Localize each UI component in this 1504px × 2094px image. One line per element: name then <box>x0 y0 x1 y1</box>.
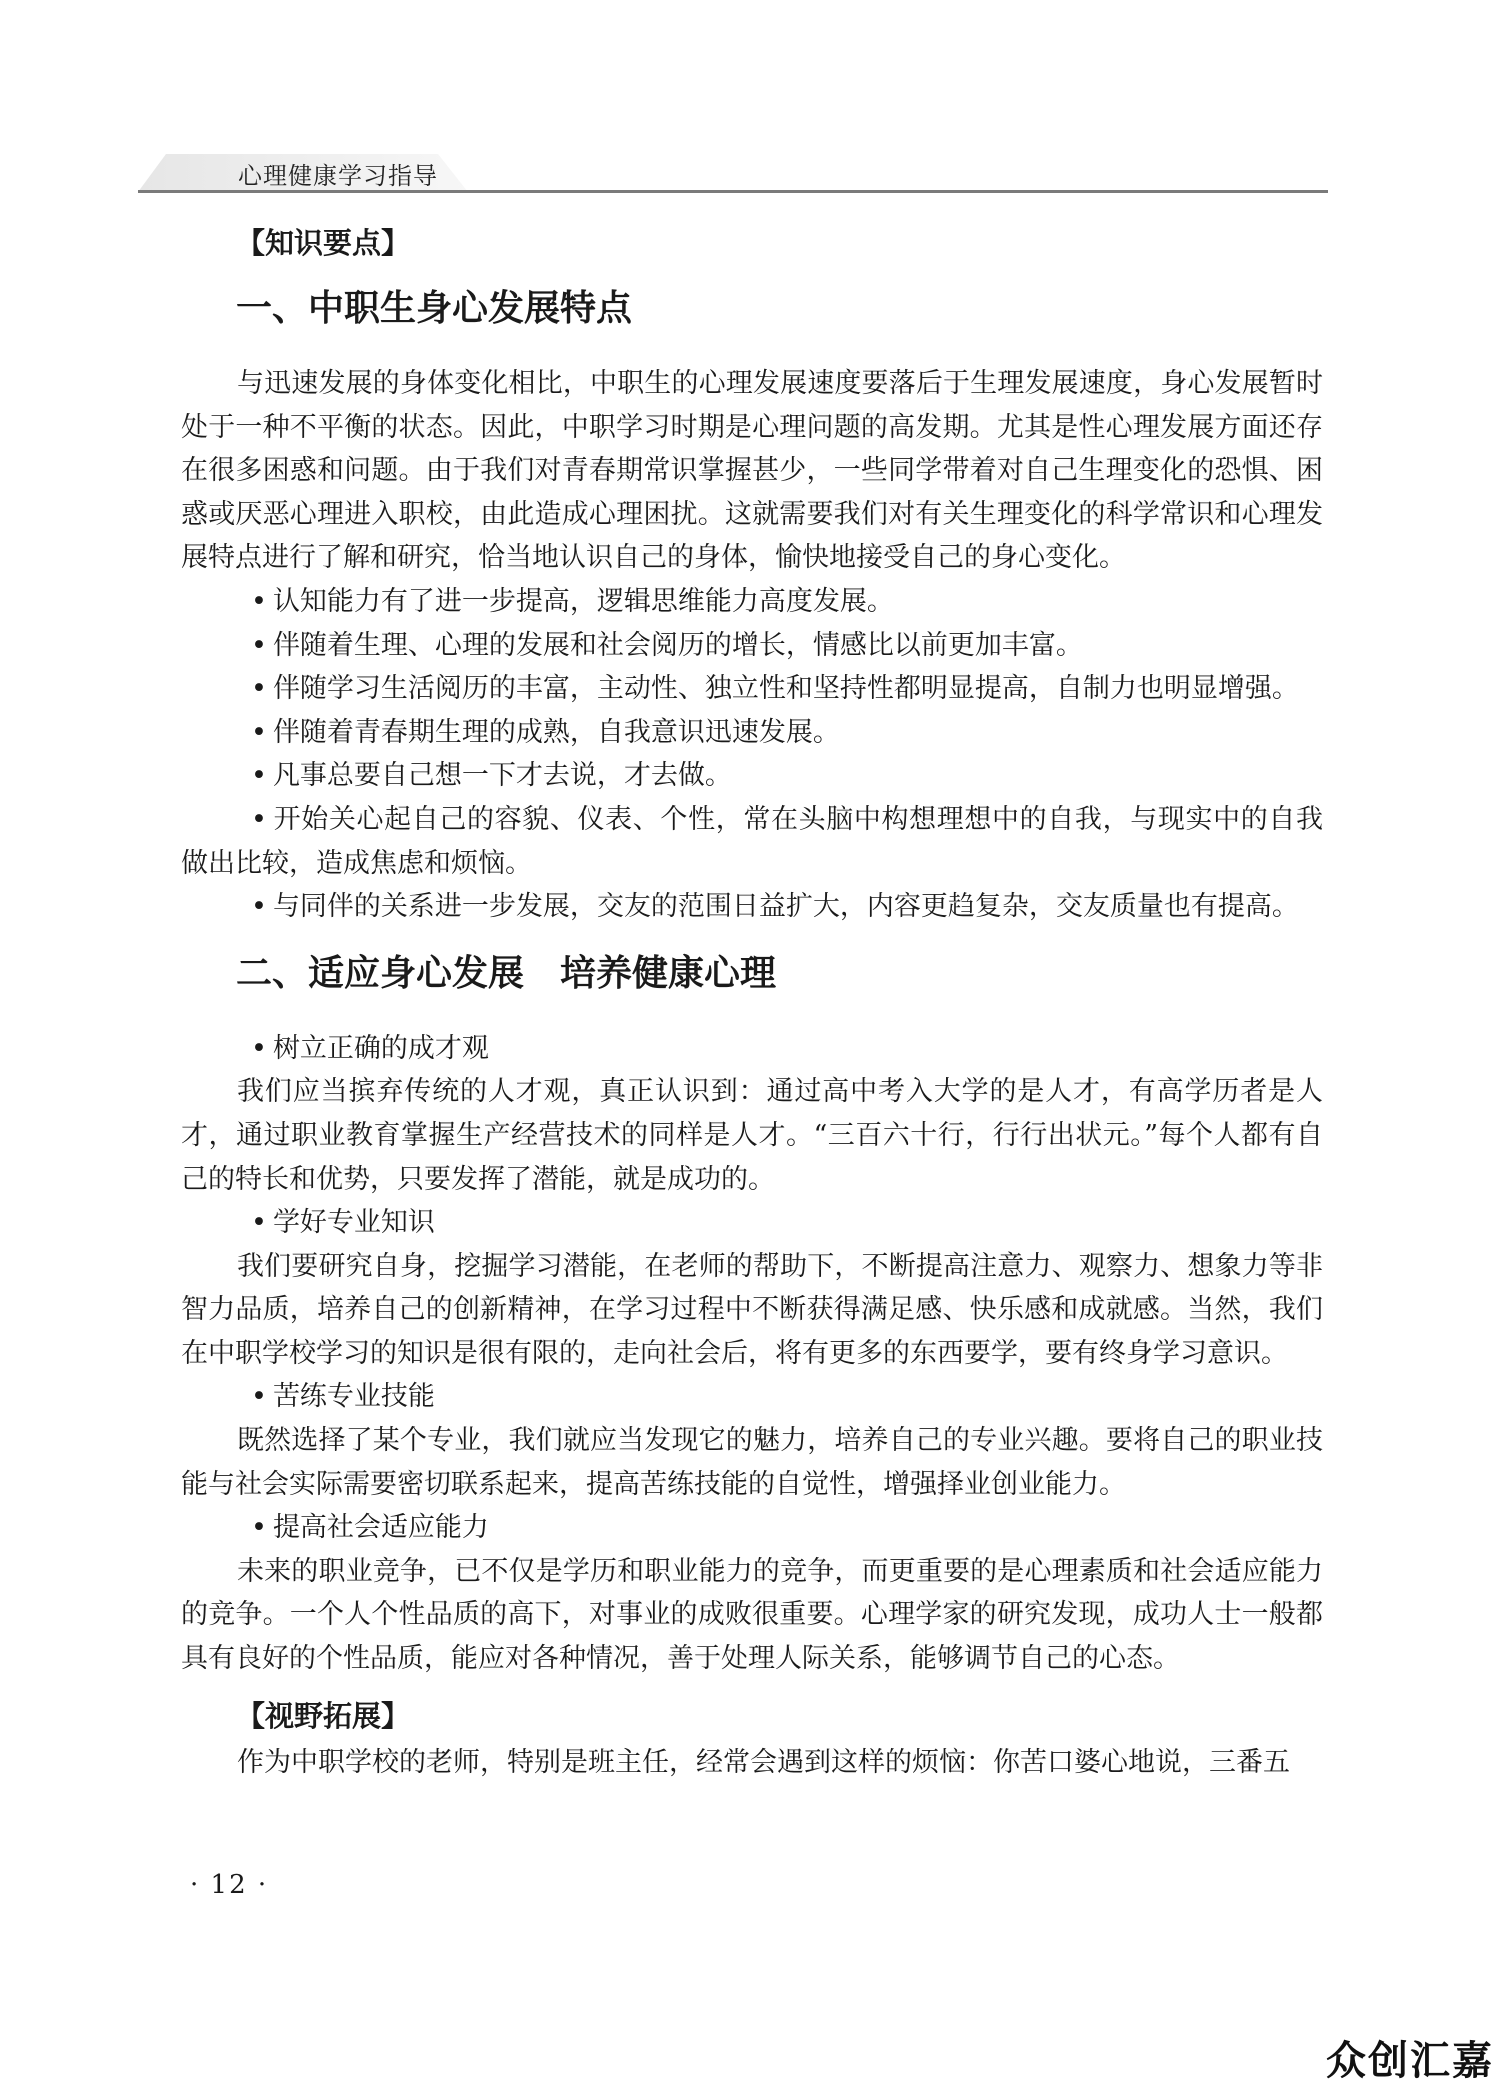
subsection-text: 我们应当摈弃传统的人才观，真正认识到：通过高中考入大学的是人才，有高学历者是人才，通过职业教育掌握生产经营技术的同样是人才。“三百六十行，行行出状元。”每个人都有自己的特长和优势，只要发挥了潜能，就是成功的。 <box>181 1076 1323 1195</box>
knowledge-heading: 【知识要点】 <box>236 226 411 260</box>
subsection-text: 我们要研究自身，挖掘学习潜能，在老师的帮助下，不断提高注意力、观察力、想象力等非智力品质，培养自己的创新精神，在学习过程中不断获得满足感、快乐感和成就感。当然，我们在中职学校学习的知识是很有限的，走向社会后，将有更多的东西要学，要有终身学习意识。 <box>181 1250 1323 1369</box>
subsection-text: 未来的职业竞争，已不仅是学历和职业能力的竞争，而更重要的是心理素质和社会适应能力的竞争。一个人个性品质的高下，对事业的成败很重要。心理学家的研究发现，成功人士一般都具有良好的个性品质，能应对各种情况，善于处理人际关系，能够调节自己的心态。 <box>181 1555 1323 1675</box>
header-title: 心理健康学习指导 <box>238 162 438 190</box>
bullet-item: • 伴随着青春期生理的成熟，自我意识迅速发展。 <box>181 711 1323 755</box>
subsection-title: • 学好专业知识 <box>181 1201 1323 1245</box>
vision-heading: 【视野拓展】 <box>236 1698 411 1733</box>
subsection-title: • 树立正确的成才观 <box>181 1027 1323 1071</box>
section-1-intro: 与迅速发展的身体变化相比，中职生的心理发展速度要落后于生理发展速度，身心发展暂时处于一种不平衡的状态。因此，中职学习时期是心理问题的高发期。尤其是性心理发展方面还存在很多困惑和问题。由于我们对青春期常识掌握甚少，一些同学带着对自己生理变化的恐惧、困惑或厌恶心理进入职校，由此造成心理困扰。这就需要我们对有关生理变化的科学常识和心理发展特点进行了解和研究，恰当地认识自己的身体，愉快地接受自己的身心变化。 <box>181 368 1323 574</box>
page-content <box>181 222 1323 1784</box>
bullet-item: • 开始关心起自己的容貌、仪表、个性，常在头脑中构想理想中的自我，与现实中的自我做出比较，造成焦虑和烦恼。 <box>181 798 1323 885</box>
section-2-heading: 二、适应身心发展 培养健康心理 <box>236 952 777 994</box>
bullet-item: • 伴随学习生活阅历的丰富，主动性、独立性和坚持性都明显提高，自制力也明显增强。 <box>181 667 1323 711</box>
vision-text: 作为中职学校的老师，特别是班主任，经常会遇到这样的烦恼：你苦口婆心地说，三番五 <box>237 1746 1290 1778</box>
subsection-title: • 提高社会适应能力 <box>181 1506 1323 1550</box>
bullet-item: • 认知能力有了进一步提高，逻辑思维能力高度发展。 <box>181 580 1323 624</box>
watermark-logo: 众创汇嘉 <box>1326 2038 1494 2084</box>
running-header <box>138 152 1328 194</box>
bullet-item: • 与同伴的关系进一步发展，交友的范围日益扩大，内容更趋复杂，交友质量也有提高。 <box>181 885 1323 929</box>
subsection-text: 既然选择了某个专业，我们就应当发现它的魅力，培养自己的专业兴趣。要将自己的职业技能与社会实际需要密切联系起来，提高苦练技能的自觉性，增强择业创业能力。 <box>181 1425 1323 1500</box>
subsection-title: • 苦练专业技能 <box>181 1375 1323 1419</box>
bullet-item: • 凡事总要自己想一下才去说，才去做。 <box>181 754 1323 798</box>
page-number: · 12 · <box>190 1870 269 1900</box>
bullet-item: • 伴随着生理、心理的发展和社会阅历的增长，情感比以前更加丰富。 <box>181 624 1323 668</box>
section-1-heading: 一、中职生身心发展特点 <box>236 288 633 329</box>
